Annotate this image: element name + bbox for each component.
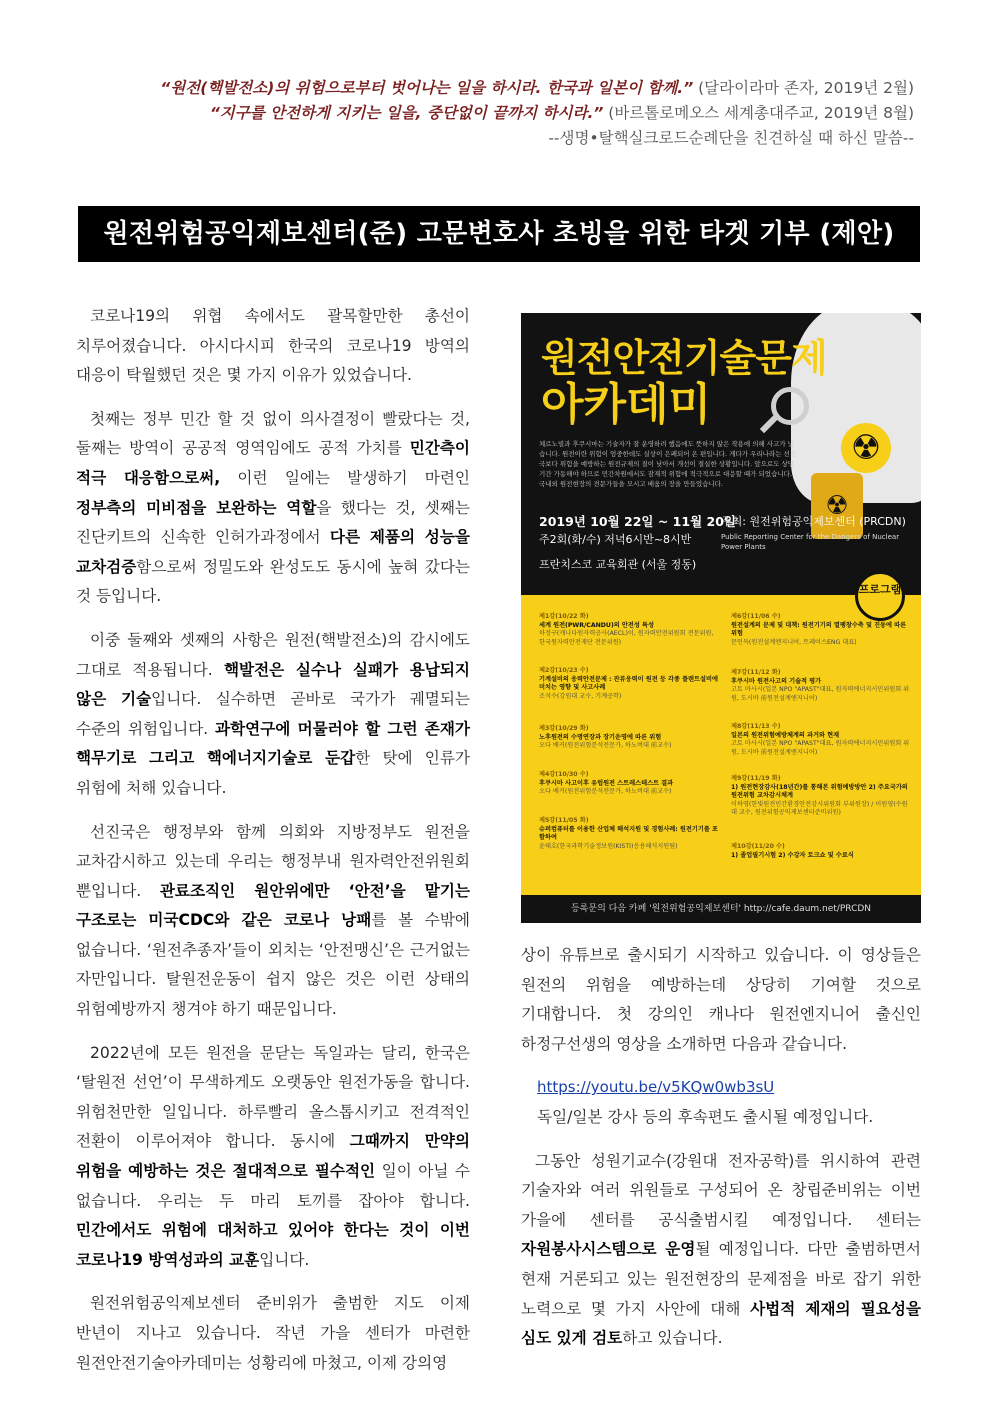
session-item [731, 723, 911, 757]
session-label: 제1강(10/22 화) [539, 613, 589, 620]
quote-1-source: (달라이라마 존자, 2019년 2월) [698, 79, 914, 97]
session-item [539, 667, 719, 701]
session-title: 기계설비의 응력안전문제 : 잔류응력이 원전 등 각종 플랜트설비에 미치는 영향 및 사고사례 [539, 675, 718, 692]
session-person: 고토 마사시(일본 NPO "APAST"대표, 원자력에너지시민위원회 위원, 도시바 前원전설계엔지니어) [731, 686, 910, 702]
poster-footer: 등록문의 다음 카페 '원전위험공익제보센터' http://cafe.daum.net/PRCDN [521, 895, 921, 923]
paragraph-3 [76, 626, 470, 804]
session-item [539, 613, 719, 647]
text: 2022년에 모든 원전을 문닫는 독일과는 달리, 한국은 ‘탈원전 선언’이 무색하게도 오랫동안 원전가동을 합니다. 위험천만한 일입니다. 하루빨리 올스톱시키고 전격적인 전환이 이루어져야 합니다. 동시에 [76, 1043, 470, 1151]
right-column [521, 941, 921, 1368]
session-person: 오다 베커(원전위험분석전문가, 하노버대 前교수) [539, 742, 672, 750]
text: 선진국은 행정부와 함께 의회와 지방정부도 원전을 교차감시하고 있는데 우리는 행정부내 원자력안전위원회 뿐입니다. [76, 822, 470, 900]
text: 될 예정입니다. 다만 출범하면서 현재 거론되고 있는 원전현장의 문제점을 바로 잡기 위한 노력으로 몇 가지 사안에 대해 [521, 1240, 921, 1318]
paragraph-2 [76, 405, 470, 612]
text: 를 볼 수밖에 없습니다. ‘원전추종자’들이 외치는 ‘안전맹신’은 근거없는 자만입니다. 탈원전운동이 쉽지 않은 것은 이런 상태의 위험예방까지 챙겨야 하기 때문입니다. [76, 911, 470, 1019]
paragraph-5 [76, 1039, 470, 1276]
paragraph-9 [521, 1147, 921, 1354]
session-label: 제9강(11/19 화) [731, 775, 781, 782]
barrel-icon: ☢ [811, 473, 863, 539]
poster-place: 프란치스코 교육회관 (서울 정동) [539, 558, 697, 571]
text: 하고 있습니다. [622, 1329, 723, 1348]
emphasis: 정부측의 미비점을 보완하는 역할 [76, 498, 317, 517]
poster-date: 2019년 10월 22일 ~ 11월 20일 [539, 514, 736, 529]
session-title: 일본의 원전위험예방체계의 과거와 현재 [731, 731, 840, 739]
emphasis: 관료조직인 원안위에만 ‘안전’을 맡기는 구조로는 미국CDC와 같은 코로나 낭패 [76, 881, 470, 930]
program-badge: 프로그램 [855, 571, 905, 621]
emphasis: 다른 제품의 성능을 교차검증 [76, 528, 470, 576]
session-item [539, 725, 719, 751]
session-person: 고토 마사시(일본 NPO "APAST"대표, 원자력에너지시민위원회 위원, 도시바 前원전설계엔지니어) [731, 740, 910, 756]
poster-intro: 체르노빌과 후쿠시마는 기술자가 잘 운영하려 했음에도 뜻하지 않은 작용에 의해 사고가 났습니다. 원전이란 위험이 엄중한데도 실상이 은폐되어 온 편입니다. 게다가 우리나라는 선진국보다 위험을 예방하는 원전규제의 질이 낮아서 개선이 절실한 상황입니다. 앞으로도 상당기간 가동해야 하므로 민간차원에서도 잠재적 위험에 적극적으로 대응할 때가 되었습니다. 국내외 원전현장의 전문가들을 모시고 배움의 장을 만들었습니다. [539, 440, 797, 488]
session-label: 제5강(11/05 화) [539, 817, 589, 824]
text: 한 탓에 인류가 위험에 처해 있습니다. [76, 749, 470, 797]
session-title: 1) 졸업필기시험 2) 수강자 토크쇼 및 수료식 [731, 851, 854, 859]
poster-title-2: 아카데미 [541, 379, 712, 430]
youtube-link[interactable]: https://youtu.be/v5KQw0wb3sU [537, 1078, 775, 1097]
session-label: 제10강(11/20 수) [731, 843, 785, 850]
poster-host: 주최: 원전위험공익제보센터 (PRCDN) [721, 515, 906, 528]
emphasis: 과학연구에 머물러야 할 그런 존재가 핵무기로 그리고 핵에너지기술로 둔갑 [76, 719, 470, 768]
paragraph-7: 상이 유튜브로 출시되기 시작하고 있습니다. 이 영상들은 원전의 위험을 예방하는데 상당히 기여할 것으로 기대합니다. 첫 강의인 캐나다 원전엔지니어 출신인 하정구선생의 영상을 소개하면 다음과 같습니다. [521, 946, 921, 1053]
session-title: 1) 원전현장감사(18년간)를 통해본 위험예방방안 2) 주요국가의 원전위험 교차감시체계 [731, 783, 908, 800]
session-person: 오다 베커(원전위험분석전문가, 하노버대 前교수) [539, 788, 672, 796]
emphasis: 민간측이 적극 대응함으로써, [76, 439, 470, 487]
text: 일이 아닐 수 없습니다. 우리는 두 마리 토끼를 잡아야 합니다. [76, 1162, 470, 1210]
session-title: 후쿠시마 원전사고의 기술적 평가 [731, 677, 822, 685]
session-label: 제2강(10/23 수) [539, 667, 589, 674]
poster-time: 주2회(화/수) 저녁6시반~8시반 [539, 533, 692, 546]
quote-line-1 [160, 76, 914, 101]
text: 을 했다는 것, 셋째는 진단키트의 신속한 인허가과정에서 [76, 498, 470, 547]
session-title: 슈퍼컴퓨터를 이용한 산업체 해석지원 및 경험사례: 원전기기를 포함하여 [539, 825, 718, 842]
session-item [731, 843, 911, 860]
quote-1: “원전(핵발전소)의 위험으로부터 벗어나는 일을 하시라. 한국과 일본이 함께.” [160, 79, 694, 97]
page-title: 원전위험공익제보센터(준) 고문변호사 초빙을 위한 타겟 기부 (제안) [78, 206, 920, 262]
text: 함으로써 정밀도와 완성도도 동시에 높혀 갔다는 것 등입니다. [76, 557, 470, 606]
session-title: 후쿠시마 사고이후 유럽원전 스트레스테스트 결과 [539, 779, 674, 787]
paragraph-4 [76, 818, 470, 1025]
session-item [539, 817, 719, 851]
quote-2: “지구를 안전하게 지키는 일을, 중단없이 끝까지 하시라.” [209, 104, 604, 122]
quotes-block [160, 76, 914, 151]
session-label: 제7강(11/12 화) [731, 669, 781, 676]
session-title: 원전설계의 문제 및 대책: 원전기기의 열팽창수축 및 진동에 따른 위험 [731, 621, 907, 638]
emphasis: 그때까지 만약의 위험을 예방하는 것은 절대적으로 필수적인 [76, 1132, 470, 1181]
emphasis: 민간에서도 위험에 대처하고 있어야 한다는 것이 이번 코로나19 방역성과의 교훈 [76, 1221, 470, 1269]
paragraph-8: 독일/일본 강사 등의 후속편도 출시될 예정입니다. [537, 1107, 874, 1126]
session-person: 문인득(원전설계엔지니어, 트레이스ENG 대표) [731, 638, 857, 646]
emphasis: 자원봉사시스템으로 운영 [521, 1240, 696, 1259]
session-title: 노후원전의 수명연장과 장기운영에 따른 위험 [539, 733, 662, 741]
text: 첫째는 정부 민간 할 것 없이 의사결정이 빨랐다는 것, 둘째는 방역이 공공적 영역임에도 공적 가치를 [76, 409, 470, 458]
session-person: 조석수(강원대 교수, 기계공학) [539, 692, 622, 700]
left-column [76, 302, 470, 1392]
quote-subtitle: --생명•탈핵실크로드순례단을 친견하실 때 하신 말씀-- [548, 129, 914, 147]
text: 입니다. [259, 1250, 310, 1269]
quote-2-source: (바르톨로메오스 세계총대주교, 2019년 8월) [608, 104, 914, 122]
paragraph-6: 원전위험공익제보센터 준비위가 출범한 지도 이제 반년이 지나고 있습니다. 작년 가을 센터가 마련한 원전안전기술아카데미는 성황리에 마쳤고, 이제 강의영 [76, 1294, 470, 1372]
poster-title-1: 원전안전기술문제 [541, 336, 827, 380]
text: 이런 일에는 발생하기 마련인 [220, 468, 470, 487]
session-label: 제6강(11/06 수) [731, 613, 781, 620]
session-label: 제3강(10/29 화) [539, 725, 589, 732]
emphasis: 사법적 제재의 필요성을 심도 있게 검토 [521, 1299, 921, 1348]
paragraph-1: 코로나19의 위협 속에서도 괄목할만한 총선이 치루어졌습니다. 아시다시피 한국의 코로나19 방역의 대응이 탁월했던 것은 몇 가지 이유가 있었습니다. [76, 307, 470, 385]
emphasis: 핵발전은 실수나 실패가 용납되지 않은 기술 [76, 660, 470, 709]
session-item [539, 771, 719, 797]
poster-host-english: Public Reporting Center for the Dangers of Nuclear Power Plants [721, 533, 900, 551]
text: 그동안 성원기교수(강원대 전자공학)를 위시하여 관련 기술자와 여러 위원들로 구성되어 온 창립준비위는 이번 가을에 센터를 공식출범시킬 예정입니다. 센터는 [521, 1151, 921, 1229]
session-item [731, 669, 911, 703]
text: 이중 둘째와 셋째의 사항은 원전(핵발전소)의 감시에도 그대로 적용됩니다. [76, 630, 470, 679]
session-label: 제4강(10/30 수) [539, 771, 589, 778]
magnifier-handle [760, 415, 778, 433]
session-person: 이하영(한빛원전민간환경안전감시위원회 부위원장) / 이원영(수원대 교수, 원전위험공익제보센터준비위원) [731, 800, 908, 817]
session-person: 윤태호(한국과학기술정보원(KISTI)응용해석지원팀) [539, 842, 678, 850]
session-title: 세계 원전(PWR/CANDU)의 안전성 특성 [539, 621, 654, 629]
academy-poster [521, 313, 921, 923]
session-item [731, 613, 911, 647]
session-person: 하정구(캐나다원자력공사(AECL)이, 원자력안전위원회 전문위원, 한국원자력안전재단 전문위원) [539, 630, 714, 646]
session-label: 제8강(11/13 수) [731, 723, 781, 730]
session-item [731, 775, 911, 818]
text: 입니다. 실수하면 곧바로 국가가 궤멸되는 수준의 위험입니다. [76, 690, 470, 738]
quote-line-2 [160, 101, 914, 126]
radiation-icon: ☢ [841, 423, 891, 473]
